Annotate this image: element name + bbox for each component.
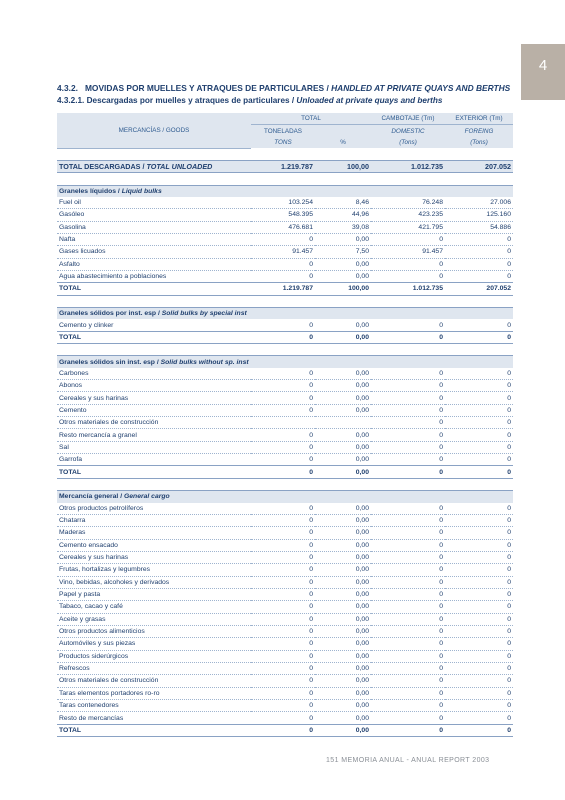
cell-percent: 0,00	[315, 638, 371, 650]
cell-tons	[251, 417, 315, 429]
table-row	[57, 601, 513, 613]
section-total-row	[57, 283, 513, 295]
cell-tons: 0	[251, 551, 315, 563]
cell-foreign: 0	[445, 712, 513, 724]
section-total-row	[57, 331, 513, 343]
table-row	[57, 319, 513, 331]
section-total-label: TOTAL	[57, 724, 251, 736]
cell-domestic: 0	[371, 258, 445, 270]
cell-percent: 0,00	[315, 404, 371, 416]
cell-goods-label: Refrescos	[57, 662, 251, 674]
cell-percent: 0,00	[315, 564, 371, 576]
cell-percent: 0,00	[315, 368, 371, 380]
section-title-cell	[57, 308, 513, 320]
cell-goods-label: Papel y pasta	[57, 588, 251, 600]
cell-domestic: 0	[371, 539, 445, 551]
cell-domestic: 0	[371, 638, 445, 650]
cell-percent: 0,00	[315, 601, 371, 613]
cell-foreign: 0	[445, 368, 513, 380]
spacer-row	[57, 148, 513, 160]
section-title-en: Solid bulks without sp. inst	[160, 358, 249, 366]
cell-percent: 0,00	[315, 503, 371, 515]
cell-goods-label: Cereales y sus harinas	[57, 392, 251, 404]
table-row	[57, 588, 513, 600]
cell-percent: 100,00	[315, 160, 371, 172]
cell-goods-label: Taras contenedores	[57, 700, 251, 712]
cell-goods-label: Otros materiales de construcción	[57, 675, 251, 687]
cell-foreign: 0	[445, 258, 513, 270]
cell-goods-label: Tabaco, cacao y café	[57, 601, 251, 613]
cell-tons: 0	[251, 576, 315, 588]
cell-goods-label: Garrofa	[57, 454, 251, 466]
section-header-row	[57, 308, 513, 320]
cell-percent: 39,08	[315, 221, 371, 233]
cell-percent: 0,00	[315, 712, 371, 724]
cell-foreign: 0	[445, 675, 513, 687]
cell-foreign: 207.052	[445, 283, 513, 295]
cell-tons: 0	[251, 514, 315, 526]
cell-domestic: 0	[371, 675, 445, 687]
cell-percent: 0,00	[315, 687, 371, 699]
cell-foreign: 125.160	[445, 209, 513, 221]
header-toneladas: TONELADAS	[251, 125, 315, 137]
cell-tons: 0	[251, 380, 315, 392]
section-title-en: General cargo	[123, 493, 170, 501]
table-row	[57, 625, 513, 637]
cell-goods-label: Abonos	[57, 380, 251, 392]
cell-foreign: 0	[445, 392, 513, 404]
section-header-row	[57, 185, 513, 197]
cell-foreign: 0	[445, 625, 513, 637]
cell-domestic: 0	[371, 368, 445, 380]
cell-foreign: 0	[445, 588, 513, 600]
cell-goods-label: Agua abastecimiento a poblaciones	[57, 270, 251, 282]
table-row	[57, 270, 513, 282]
cell-foreign: 0	[445, 441, 513, 453]
section-title-cell	[57, 185, 513, 197]
cell-tons: 0	[251, 392, 315, 404]
grand-total-label-en: TOTAL UNLOADED	[146, 162, 213, 172]
cell-percent: 0,00	[315, 270, 371, 282]
cell-percent: 0,00	[315, 514, 371, 526]
cell-goods-label: Cereales y sus harinas	[57, 551, 251, 563]
table-row	[57, 564, 513, 576]
cell-tons: 0	[251, 466, 315, 478]
cell-percent: 44,96	[315, 209, 371, 221]
table-row	[57, 221, 513, 233]
cell-percent: 0,00	[315, 441, 371, 453]
cell-goods-label: Nafta	[57, 233, 251, 245]
cell-foreign: 0	[445, 429, 513, 441]
section-title-es: Mercancía general /	[59, 493, 123, 501]
cell-foreign: 0	[445, 233, 513, 245]
section-header-row	[57, 356, 513, 368]
table-row	[57, 417, 513, 429]
cell-percent: 0,00	[315, 588, 371, 600]
cell-foreign: 0	[445, 503, 513, 515]
cell-foreign: 0	[445, 564, 513, 576]
cell-tons: 548.395	[251, 209, 315, 221]
cell-goods-label: Cemento	[57, 404, 251, 416]
cell-tons: 0	[251, 258, 315, 270]
cell-tons: 0	[251, 564, 315, 576]
subsection-number: 4.3.2.1.	[57, 96, 85, 105]
section-title-en: HANDLED AT PRIVATE QUAYS AND BERTHS	[331, 83, 511, 93]
cell-domestic: 0	[371, 662, 445, 674]
cell-domestic: 423.235	[371, 209, 445, 221]
subsection-title-es: Descargadas por muelles y atraques de particulares /	[86, 96, 295, 105]
cell-domestic: 0	[371, 514, 445, 526]
cell-goods-label: Vino, bebidas, alcoholes y derivados	[57, 576, 251, 588]
table-row	[57, 539, 513, 551]
cell-domestic: 0	[371, 466, 445, 478]
cell-foreign: 0	[445, 246, 513, 258]
report-name: MEMORIA ANUAL - ANUAL REPORT 2003	[341, 757, 490, 764]
heading-block	[57, 83, 517, 105]
cell-goods-label: Otros productos alimenticios	[57, 625, 251, 637]
cell-tons: 0	[251, 625, 315, 637]
cell-domestic: 0	[371, 551, 445, 563]
cell-foreign: 0	[445, 404, 513, 416]
cell-tons: 0	[251, 503, 315, 515]
cell-percent: 0,00	[315, 650, 371, 662]
header-tons-foreign: (Tons)	[445, 137, 513, 148]
cell-domestic: 0	[371, 270, 445, 282]
cell-tons: 0	[251, 319, 315, 331]
cell-domestic: 0	[371, 380, 445, 392]
cell-foreign: 0	[445, 687, 513, 699]
cell-foreign: 54.886	[445, 221, 513, 233]
cell-foreign: 0	[445, 551, 513, 563]
cell-foreign: 0	[445, 638, 513, 650]
cell-goods-label: Automóviles y sus piezas	[57, 638, 251, 650]
cell-tons: 1.219.787	[251, 283, 315, 295]
cell-percent: 0,00	[315, 233, 371, 245]
cell-goods-label: Resto de mercancías	[57, 712, 251, 724]
table-body	[57, 148, 513, 737]
cell-goods-label: Otros materiales de construcción	[57, 417, 251, 429]
cell-percent: 0,00	[315, 380, 371, 392]
cell-domestic: 0	[371, 392, 445, 404]
cell-foreign: 0	[445, 417, 513, 429]
cell-tons: 0	[251, 724, 315, 736]
cell-percent: 0,00	[315, 454, 371, 466]
section-number: 4.3.2.	[57, 83, 78, 93]
cell-tons: 91.457	[251, 246, 315, 258]
cell-tons: 0	[251, 527, 315, 539]
cell-tons: 0	[251, 539, 315, 551]
cell-tons: 0	[251, 588, 315, 600]
cell-percent: 0,00	[315, 319, 371, 331]
cell-tons: 0	[251, 601, 315, 613]
table-row	[57, 514, 513, 526]
cell-goods-label: Cemento y clinker	[57, 319, 251, 331]
grand-total-label-es: TOTAL DESCARGADAS /	[59, 162, 145, 172]
cell-foreign: 207.052	[445, 160, 513, 172]
table-row	[57, 246, 513, 258]
cell-foreign: 0	[445, 331, 513, 343]
table-row	[57, 700, 513, 712]
table-row	[57, 576, 513, 588]
cell-goods-label: Otros productos petrolíferos	[57, 503, 251, 515]
table-row	[57, 380, 513, 392]
page-number: 151	[326, 757, 339, 764]
cell-tons: 0	[251, 233, 315, 245]
cell-percent: 8,46	[315, 197, 371, 209]
cell-tons: 1.219.787	[251, 160, 315, 172]
header-tons: TONS	[251, 137, 315, 148]
header-percent: %	[315, 137, 371, 148]
cell-domestic: 0	[371, 417, 445, 429]
cell-foreign: 0	[445, 270, 513, 282]
cell-tons: 0	[251, 454, 315, 466]
cell-percent: 0,00	[315, 539, 371, 551]
cell-tons: 0	[251, 270, 315, 282]
cell-percent: 0,00	[315, 527, 371, 539]
section-total-row	[57, 724, 513, 736]
grand-total-row	[57, 160, 513, 172]
table-row	[57, 233, 513, 245]
cell-domestic: 91.457	[371, 246, 445, 258]
cell-goods-label: Resto mercancía a granel	[57, 429, 251, 441]
header-exterior: EXTERIOR (Tm)	[445, 113, 513, 125]
grand-total-label	[57, 160, 251, 172]
cell-domestic: 0	[371, 441, 445, 453]
cell-foreign: 0	[445, 454, 513, 466]
cell-tons: 0	[251, 638, 315, 650]
cell-tons: 0	[251, 368, 315, 380]
cell-foreign: 0	[445, 700, 513, 712]
section-title	[57, 83, 517, 93]
spacer-row	[57, 295, 513, 307]
cell-percent	[315, 417, 371, 429]
header-domestic: DOMESTIC	[371, 125, 445, 137]
cell-domestic: 0	[371, 527, 445, 539]
cell-percent: 0,00	[315, 429, 371, 441]
cell-tons: 0	[251, 404, 315, 416]
cell-percent: 0,00	[315, 662, 371, 674]
table-row	[57, 454, 513, 466]
cell-domestic: 0	[371, 331, 445, 343]
table-row	[57, 197, 513, 209]
table-row	[57, 638, 513, 650]
cell-foreign: 27.006	[445, 197, 513, 209]
cell-goods-label: Productos siderúrgicos	[57, 650, 251, 662]
cell-domestic: 421.795	[371, 221, 445, 233]
table-row	[57, 551, 513, 563]
chapter-tab: 4	[521, 44, 565, 100]
section-total-label: TOTAL	[57, 331, 251, 343]
cell-domestic: 0	[371, 687, 445, 699]
section-title-cell	[57, 356, 513, 368]
spacer-row	[57, 478, 513, 490]
table-row	[57, 527, 513, 539]
cell-foreign: 0	[445, 514, 513, 526]
cell-tons: 0	[251, 687, 315, 699]
cell-domestic: 0	[371, 601, 445, 613]
cell-foreign: 0	[445, 613, 513, 625]
section-total-label: TOTAL	[57, 283, 251, 295]
table-row	[57, 662, 513, 674]
section-title-es: Graneles sólidos sin inst. esp /	[59, 358, 159, 366]
table-row	[57, 613, 513, 625]
cell-tons: 0	[251, 429, 315, 441]
cell-tons: 0	[251, 613, 315, 625]
cell-tons: 476.681	[251, 221, 315, 233]
cell-foreign: 0	[445, 662, 513, 674]
cell-domestic: 0	[371, 700, 445, 712]
table-row	[57, 503, 513, 515]
table-row	[57, 441, 513, 453]
table-row	[57, 650, 513, 662]
subsection-title-en: Unloaded at private quays and berths	[296, 96, 443, 105]
cell-domestic: 0	[371, 503, 445, 515]
cell-goods-label: Sal	[57, 441, 251, 453]
cell-domestic: 0	[371, 564, 445, 576]
table-header	[57, 113, 513, 148]
cell-foreign: 0	[445, 576, 513, 588]
cell-domestic: 0	[371, 613, 445, 625]
cell-foreign: 0	[445, 380, 513, 392]
cell-domestic: 0	[371, 588, 445, 600]
header-foreing: FOREING	[445, 125, 513, 137]
table-row	[57, 675, 513, 687]
cell-percent: 0,00	[315, 576, 371, 588]
cell-tons: 0	[251, 650, 315, 662]
cell-percent: 0,00	[315, 613, 371, 625]
cell-goods-label: Aceite y grasas	[57, 613, 251, 625]
cell-goods-label: Cemento ensacado	[57, 539, 251, 551]
cell-percent: 0,00	[315, 258, 371, 270]
header-total: TOTAL	[251, 113, 371, 125]
header-tons-domestic: (Tons)	[371, 137, 445, 148]
cell-percent: 0,00	[315, 551, 371, 563]
table-row	[57, 368, 513, 380]
cell-domestic: 1.012.735	[371, 283, 445, 295]
cell-foreign: 0	[445, 527, 513, 539]
table-row	[57, 404, 513, 416]
spacer-row	[57, 173, 513, 185]
header-goods: MERCANCÍAS / GOODS	[57, 113, 251, 148]
cell-goods-label: Carbones	[57, 368, 251, 380]
section-total-label: TOTAL	[57, 466, 251, 478]
section-title-en: Liquid bulks	[121, 187, 162, 195]
cell-goods-label: Taras elementos portadores ro-ro	[57, 687, 251, 699]
page-footer	[326, 757, 489, 764]
section-title-es: MOVIDAS POR MUELLES Y ATRAQUES DE PARTICULARES /	[84, 83, 329, 93]
cell-domestic: 0	[371, 404, 445, 416]
section-title-cell	[57, 491, 513, 503]
cell-goods-label: Chatarra	[57, 514, 251, 526]
cell-foreign: 0	[445, 539, 513, 551]
cell-tons: 0	[251, 662, 315, 674]
cell-percent: 0,00	[315, 466, 371, 478]
section-title-en: Solid bulks by special inst	[161, 310, 247, 318]
cell-domestic: 0	[371, 650, 445, 662]
cell-domestic: 0	[371, 625, 445, 637]
cell-percent: 0,00	[315, 625, 371, 637]
cell-tons: 0	[251, 675, 315, 687]
unloaded-goods-table	[57, 113, 513, 737]
cell-goods-label: Maderas	[57, 527, 251, 539]
cell-tons: 0	[251, 331, 315, 343]
cell-percent: 0,00	[315, 675, 371, 687]
table-row	[57, 712, 513, 724]
cell-goods-label: Gases licuados	[57, 246, 251, 258]
subsection-title	[57, 96, 517, 105]
cell-domestic: 0	[371, 724, 445, 736]
cell-percent: 7,50	[315, 246, 371, 258]
cell-goods-label: Gasolina	[57, 221, 251, 233]
cell-domestic: 76.248	[371, 197, 445, 209]
cell-percent: 0,00	[315, 331, 371, 343]
cell-tons: 0	[251, 700, 315, 712]
cell-goods-label: Frutas, hortalizas y legumbres	[57, 564, 251, 576]
cell-goods-label: Asfalto	[57, 258, 251, 270]
table-row	[57, 687, 513, 699]
cell-domestic: 0	[371, 429, 445, 441]
cell-domestic: 1.012.735	[371, 160, 445, 172]
section-title-es: Graneles líquidos /	[59, 187, 120, 195]
section-header-row	[57, 491, 513, 503]
cell-foreign: 0	[445, 724, 513, 736]
section-total-row	[57, 466, 513, 478]
cell-tons: 0	[251, 441, 315, 453]
cell-tons: 0	[251, 712, 315, 724]
spacer-row	[57, 344, 513, 356]
cell-foreign: 0	[445, 466, 513, 478]
cell-tons: 103.254	[251, 197, 315, 209]
cell-goods-label: Fuel oil	[57, 197, 251, 209]
table-row	[57, 392, 513, 404]
cell-domestic: 0	[371, 576, 445, 588]
table-row	[57, 429, 513, 441]
cell-foreign: 0	[445, 601, 513, 613]
cell-percent: 0,00	[315, 724, 371, 736]
cell-goods-label: Gasóleo	[57, 209, 251, 221]
table-row	[57, 258, 513, 270]
cell-percent: 0,00	[315, 392, 371, 404]
header-cabotaje: CAMBOTAJE (Tm)	[371, 113, 445, 125]
cell-foreign: 0	[445, 319, 513, 331]
cell-domestic: 0	[371, 712, 445, 724]
cell-domestic: 0	[371, 319, 445, 331]
cell-domestic: 0	[371, 454, 445, 466]
cell-percent: 100,00	[315, 283, 371, 295]
cell-domestic: 0	[371, 233, 445, 245]
table-row	[57, 209, 513, 221]
cell-foreign: 0	[445, 650, 513, 662]
section-title-es: Graneles sólidos por inst. esp /	[59, 310, 160, 318]
cell-percent: 0,00	[315, 700, 371, 712]
